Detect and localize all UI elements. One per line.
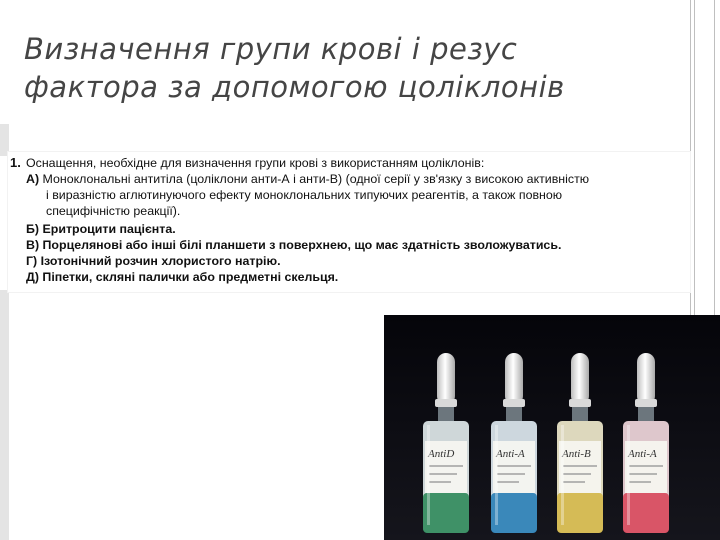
label-print-line — [629, 473, 657, 475]
instruction-item-d — [26, 253, 281, 269]
label-print-line — [563, 465, 597, 467]
title-line: Визначення групи крові і резус — [24, 32, 518, 66]
cap-collar — [503, 399, 525, 407]
glass-highlight — [427, 425, 430, 525]
dropper-cap — [637, 353, 655, 405]
item-text: Моноклональні антитіла (цоліклони анти-А і анти-В) (одної серії у зв'язку з високою активністю — [42, 172, 590, 186]
label-print-line — [629, 465, 663, 467]
bottle-label-text: Anti-A — [496, 448, 525, 460]
label-print-line — [497, 465, 531, 467]
bottle-label-text: AntiD — [428, 448, 455, 460]
instruction-item-a — [26, 171, 688, 187]
label-print-line — [429, 473, 457, 475]
item-marker: В) — [26, 238, 40, 252]
instructions-image — [8, 152, 690, 292]
item-text: Еритроцити пацієнта. — [42, 222, 176, 236]
label-print-line — [497, 481, 519, 483]
slide-title — [24, 30, 664, 106]
instruction-item-a-line — [46, 187, 688, 203]
cap-collar — [569, 399, 591, 407]
bottle-neck — [638, 407, 654, 421]
dropper-cap — [437, 353, 455, 405]
item-marker: Б) — [26, 222, 40, 236]
glass-highlight — [495, 425, 498, 525]
instruction-intro: Оснащення, необхідне для визначення групи крові з використанням цоліклонів: — [26, 156, 485, 170]
bottle-neck — [506, 407, 522, 421]
item-text: і виразністю аглютинуючого ефекту моноклональних типуючих реагентів, а також повною — [46, 188, 563, 202]
instruction-item-e — [26, 269, 338, 285]
bottle-neck — [572, 407, 588, 421]
instruction-item-c — [26, 237, 561, 253]
reagent-bottles-photo — [384, 315, 720, 540]
title-line: фактора за допомогою цоліклонів — [24, 70, 565, 104]
label-print-line — [563, 473, 591, 475]
step-number: 1. — [10, 155, 21, 170]
glass-highlight — [627, 425, 630, 525]
item-text: Піпетки, скляні палички або предметні скельця. — [42, 270, 339, 284]
bottle-neck — [438, 407, 454, 421]
left-decor-strip — [0, 290, 9, 540]
bottle-label-text: Anti-B — [562, 448, 591, 460]
dropper-cap — [571, 353, 589, 405]
item-text: Порцелянові або інші білі планшети з поверхнею, що має здатність зволожуватись. — [42, 238, 562, 252]
label-print-line — [629, 481, 651, 483]
glass-highlight — [561, 425, 564, 525]
cap-collar — [635, 399, 657, 407]
label-print-line — [429, 465, 463, 467]
item-marker: А) — [26, 172, 40, 186]
bottle-label-text: Anti-A — [628, 448, 657, 460]
bottles-illustration — [384, 315, 720, 540]
item-text: специфічністю реакції). — [46, 204, 181, 218]
instruction-item-b — [26, 221, 176, 237]
label-print-line — [563, 481, 585, 483]
label-print-line — [429, 481, 451, 483]
item-marker: Г) — [26, 254, 38, 268]
cap-collar — [435, 399, 457, 407]
item-text: Ізотонічний розчин хлористого натрію. — [40, 254, 281, 268]
instruction-item-a-line — [46, 203, 180, 219]
item-marker: Д) — [26, 270, 39, 284]
dropper-cap — [505, 353, 523, 405]
label-print-line — [497, 473, 525, 475]
